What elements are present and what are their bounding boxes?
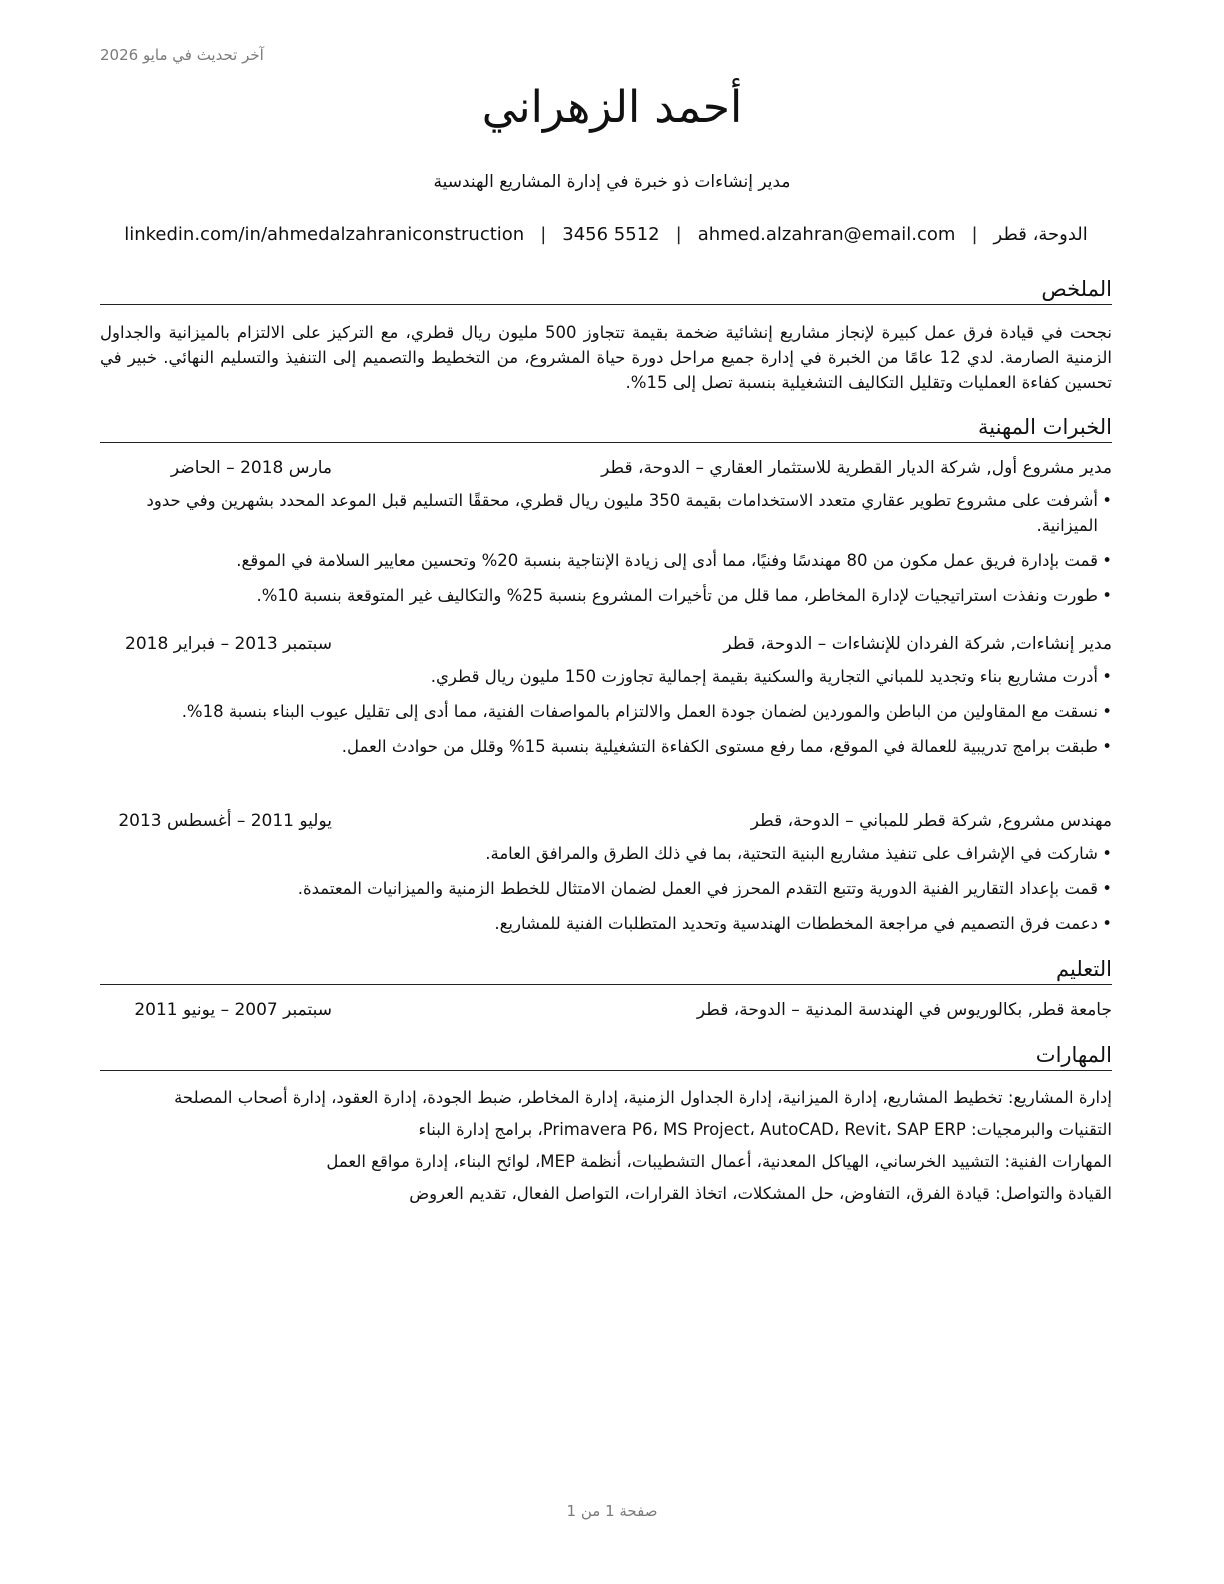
job-bullet: • طبقت برامج تدريبية للعمالة في الموقع، مما رفع مستوى الكفاءة التشغيلية بنسبة 15% وقلل من حوادث العمل. bbox=[100, 734, 1112, 759]
candidate-name: أحمد الزهراني bbox=[481, 82, 743, 133]
section-title-summary: الملخص bbox=[100, 276, 1112, 305]
section-title-experience: الخبرات المهنية bbox=[100, 414, 1112, 443]
job-bullet: • دعمت فرق التصميم في مراجعة المخططات الهندسية وتحديد المتطلبات الفنية للمشاريع. bbox=[100, 911, 1112, 936]
job-bullet: • أدرت مشاريع بناء وتجديد للمباني التجارية والسكنية بقيمة إجمالية تجاوزت 150 مليون ريال قطري. bbox=[100, 664, 1112, 689]
job-header bbox=[100, 458, 1112, 482]
section-title-skills: المهارات bbox=[100, 1042, 1112, 1071]
job-header bbox=[100, 634, 1112, 658]
skill-row: إدارة المشاريع: تخطيط المشاريع، إدارة الميزانية، إدارة الجداول الزمنية، إدارة المخاطر، ضبط الجودة، إدارة العقود، إدارة أصحاب المصلحة bbox=[174, 1088, 1112, 1107]
job-title: مهندس مشروع, شركة قطر للمباني – الدوحة، قطر bbox=[750, 811, 1112, 831]
job-bullets bbox=[100, 841, 1112, 946]
contact-separator: | bbox=[971, 224, 978, 245]
contact-phone: 3456 5512 bbox=[562, 224, 660, 245]
job-dates: يوليو 2011 – أغسطس 2013 bbox=[118, 811, 332, 831]
education-entry bbox=[100, 1000, 1112, 1024]
job-bullets bbox=[100, 664, 1112, 769]
summary-text: نجحت في قيادة فرق عمل كبيرة لإنجاز مشاريع إنشائية ضخمة بقيمة تتجاوز 500 مليون ريال قطري، مع التركيز على الالتزام بالميزانية والجداول الزمنية الصارمة. لدي 12 عامًا من الخبرة في إدارة جميع مراحل دورة حياة المشروع، من التخطيط والتصميم إلى التنفيذ والتسليم النهائي. خبير في تحسين كفاءة العمليات وتقليل التكاليف التشغيلية بنسبة تصل إلى 15%. bbox=[100, 323, 1113, 392]
skills-list bbox=[100, 1084, 1112, 1212]
job-bullet: • أشرفت على مشروع تطوير عقاري متعدد الاستخدامات بقيمة 350 مليون ريال قطري، محققًا التسليم قبل الموعد المحدد بشهرين وفي حدود الميزانية. bbox=[100, 488, 1112, 538]
education-title: جامعة قطر, بكالوريوس في الهندسة المدنية – الدوحة، قطر bbox=[696, 1000, 1112, 1020]
contact-location: الدوحة، قطر bbox=[993, 224, 1088, 245]
contact-separator: | bbox=[675, 224, 682, 245]
job-bullet: • شاركت في الإشراف على تنفيذ مشاريع البنية التحتية، بما في ذلك الطرق والمرافق العامة. bbox=[100, 841, 1112, 866]
last-updated: آخر تحديث في مايو 2026 bbox=[100, 46, 264, 64]
job-title: مدير إنشاءات, شركة الفردان للإنشاءات – الدوحة، قطر bbox=[723, 634, 1112, 654]
contact-separator: | bbox=[540, 224, 547, 245]
job-bullet: • نسقت مع المقاولين من الباطن والموردين لضمان جودة العمل والالتزام بالمواصفات الفنية، مما أدى إلى تقليل عيوب البناء بنسبة 18%. bbox=[100, 699, 1112, 724]
skill-row: المهارات الفنية: التشييد الخرساني، الهياكل المعدنية، أعمال التشطيبات، أنظمة MEP، لوائح البناء، إدارة مواقع العمل bbox=[326, 1152, 1112, 1171]
job-bullet: • قمت بإدارة فريق عمل مكون من 80 مهندسًا وفنيًا، مما أدى إلى زيادة الإنتاجية بنسبة 20% وتحسين معايير السلامة في الموقع. bbox=[100, 548, 1112, 573]
contact-line bbox=[100, 224, 1112, 245]
page-number: صفحة 1 من 1 bbox=[566, 1502, 658, 1520]
education-dates: سبتمبر 2007 – يونيو 2011 bbox=[134, 1000, 332, 1020]
job-dates: مارس 2018 – الحاضر bbox=[170, 458, 332, 478]
section-title-education: التعليم bbox=[100, 956, 1112, 985]
job-title: مدير مشروع أول, شركة الديار القطرية للاستثمار العقاري – الدوحة، قطر bbox=[601, 458, 1112, 478]
job-header bbox=[100, 811, 1112, 835]
job-bullets bbox=[100, 488, 1112, 618]
candidate-subtitle: مدير إنشاءات ذو خبرة في إدارة المشاريع الهندسية bbox=[433, 172, 791, 192]
job-bullet: • طورت ونفذت استراتيجيات لإدارة المخاطر، مما قلل من تأخيرات المشروع بنسبة 25% والتكاليف غير المتوقعة بنسبة 10%. bbox=[100, 583, 1112, 608]
skill-row: القيادة والتواصل: قيادة الفرق، التفاوض، حل المشكلات، اتخاذ القرارات، التواصل الفعال، تقديم العروض bbox=[409, 1184, 1112, 1203]
contact-email[interactable]: ahmed.alzahran@email.com bbox=[697, 224, 956, 245]
skill-row: التقنيات والبرمجيات: Primavera P6، MS Project، AutoCAD، Revit، SAP ERP، برامج إدارة البناء bbox=[418, 1120, 1112, 1139]
job-bullet: • قمت بإعداد التقارير الفنية الدورية وتتبع التقدم المحرز في العمل لضمان الامتثال للخطط الزمنية والميزانيات المعتمدة. bbox=[100, 876, 1112, 901]
contact-linkedin[interactable]: linkedin.com/in/ahmedalzahraniconstruction bbox=[124, 224, 525, 245]
job-dates: سبتمبر 2013 – فبراير 2018 bbox=[125, 634, 332, 654]
